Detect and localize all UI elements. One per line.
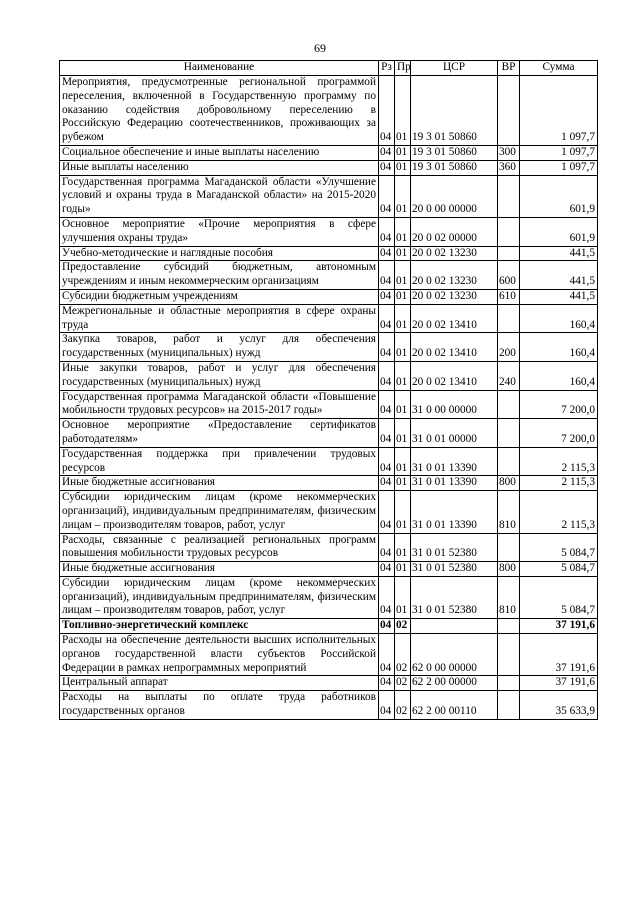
cell-csr: 20 0 02 13410 [411,304,498,333]
table-header-row [60,61,598,76]
cell-sum: 1 097,7 [520,145,598,160]
header-vr: ВР [498,61,520,76]
cell-name: Иные бюджетные ассигнования [60,562,379,577]
table-row [60,76,598,146]
cell-vr: 300 [498,145,520,160]
cell-rz: 04 [379,145,395,160]
table-row [60,419,598,448]
table-row [60,175,598,217]
cell-pr: 01 [395,562,411,577]
cell-pr: 01 [395,390,411,419]
cell-csr: 31 0 01 13390 [411,447,498,476]
cell-rz: 04 [379,691,395,720]
cell-rz: 04 [379,390,395,419]
cell-csr: 31 0 01 13390 [411,491,498,533]
cell-pr: 01 [395,261,411,290]
cell-name: Иные закупки товаров, работ и услуг для обеспечения государственных (муниципальных) нужд [60,361,379,390]
cell-vr [498,533,520,562]
cell-vr: 360 [498,160,520,175]
cell-pr: 01 [395,217,411,246]
cell-name: Иные выплаты населению [60,160,379,175]
cell-vr [498,246,520,261]
cell-name: Иные бюджетные ассигнования [60,476,379,491]
cell-csr: 20 0 02 13230 [411,261,498,290]
cell-vr: 240 [498,361,520,390]
cell-csr: 31 0 01 52380 [411,562,498,577]
cell-pr: 01 [395,145,411,160]
cell-sum: 160,4 [520,333,598,362]
cell-vr [498,175,520,217]
cell-sum: 37 191,6 [520,676,598,691]
table-body [60,76,598,720]
cell-csr: 19 3 01 50860 [411,76,498,146]
cell-vr: 610 [498,289,520,304]
cell-name: Государственная поддержка при привлечении трудовых ресурсов [60,447,379,476]
cell-name: Социальное обеспечение и иные выплаты населению [60,145,379,160]
cell-name: Государственная программа Магаданской области «Улучшение условий и охраны труда в Магаданской области» на 2015-2020 годы» [60,175,379,217]
cell-csr: 31 0 01 13390 [411,476,498,491]
cell-vr: 800 [498,476,520,491]
cell-csr: 20 0 02 13410 [411,361,498,390]
header-pr: Пр [395,61,411,76]
cell-name: Основное мероприятие «Предоставление сертификатов работодателям» [60,419,379,448]
cell-sum: 37 191,6 [520,619,598,634]
cell-vr [498,447,520,476]
cell-csr: 19 3 01 50860 [411,145,498,160]
cell-csr: 62 2 00 00110 [411,691,498,720]
cell-name: Мероприятия, предусмотренные региональной программой переселения, включенной в Государственную программу по оказанию содействия добровольному переселению в Российскую Федерацию соотечественников, проживающих за рубежом [60,76,379,146]
cell-rz: 04 [379,447,395,476]
cell-rz: 04 [379,419,395,448]
cell-pr: 01 [395,76,411,146]
table-row [60,676,598,691]
cell-rz: 04 [379,246,395,261]
cell-sum: 7 200,0 [520,419,598,448]
table-row [60,576,598,618]
table-row [60,562,598,577]
cell-pr: 02 [395,619,411,634]
cell-vr: 800 [498,562,520,577]
cell-rz: 04 [379,634,395,676]
cell-csr: 20 0 02 13230 [411,289,498,304]
cell-pr: 01 [395,491,411,533]
cell-pr: 01 [395,333,411,362]
cell-vr: 200 [498,333,520,362]
cell-pr: 01 [395,304,411,333]
cell-vr [498,691,520,720]
cell-rz: 04 [379,217,395,246]
cell-sum: 2 115,3 [520,447,598,476]
cell-vr [498,619,520,634]
cell-pr: 01 [395,576,411,618]
cell-sum: 601,9 [520,217,598,246]
cell-sum: 601,9 [520,175,598,217]
cell-sum: 5 084,7 [520,562,598,577]
cell-sum: 441,5 [520,261,598,290]
table-row [60,634,598,676]
cell-vr [498,390,520,419]
cell-rz: 04 [379,160,395,175]
cell-name: Расходы на выплаты по оплате труда работников государственных органов [60,691,379,720]
table-row [60,145,598,160]
cell-pr: 02 [395,634,411,676]
cell-pr: 01 [395,533,411,562]
header-rz: Рз [379,61,395,76]
cell-csr: 20 0 00 00000 [411,175,498,217]
table-row [60,261,598,290]
cell-pr: 02 [395,676,411,691]
cell-rz: 04 [379,76,395,146]
cell-sum: 441,5 [520,246,598,261]
table-row [60,217,598,246]
cell-rz: 04 [379,476,395,491]
cell-vr: 810 [498,576,520,618]
cell-rz: 04 [379,576,395,618]
budget-table [59,60,598,720]
table-row [60,361,598,390]
cell-rz: 04 [379,533,395,562]
cell-sum: 1 097,7 [520,160,598,175]
cell-name: Предоставление субсидий бюджетным, автономным учреждениям и иным некоммерческим организациям [60,261,379,290]
cell-rz: 04 [379,289,395,304]
table-row [60,289,598,304]
cell-csr: 31 0 01 52380 [411,533,498,562]
cell-csr: 19 3 01 50860 [411,160,498,175]
cell-rz: 04 [379,562,395,577]
cell-sum: 35 633,9 [520,691,598,720]
table-row [60,491,598,533]
cell-name: Субсидии юридическим лицам (кроме некоммерческих организаций), индивидуальным предпринимателям, физическим лицам – производителям товаров, работ, услуг [60,576,379,618]
table-row [60,304,598,333]
cell-name: Расходы, связанные с реализацией региональных программ повышения мобильности трудовых ресурсов [60,533,379,562]
cell-rz: 04 [379,261,395,290]
cell-pr: 01 [395,419,411,448]
cell-pr: 01 [395,160,411,175]
table-row [60,533,598,562]
cell-name: Субсидии бюджетным учреждениям [60,289,379,304]
cell-name: Основное мероприятие «Прочие мероприятия в сфере улучшения охраны труда» [60,217,379,246]
cell-vr [498,217,520,246]
cell-sum: 160,4 [520,361,598,390]
cell-csr: 62 0 00 00000 [411,634,498,676]
cell-csr: 20 0 02 13410 [411,333,498,362]
cell-name: Государственная программа Магаданской области «Повышение мобильности трудовых ресурсов» на 2015-2017 годы» [60,390,379,419]
cell-sum: 160,4 [520,304,598,333]
cell-sum: 5 084,7 [520,533,598,562]
cell-vr: 600 [498,261,520,290]
cell-sum: 441,5 [520,289,598,304]
table-row [60,476,598,491]
header-sum: Сумма [520,61,598,76]
cell-rz: 04 [379,619,395,634]
cell-pr: 02 [395,691,411,720]
header-name: Наименование [60,61,379,76]
table-row [60,333,598,362]
cell-name: Межрегиональные и областные мероприятия в сфере охраны труда [60,304,379,333]
cell-csr: 20 0 02 13230 [411,246,498,261]
cell-pr: 01 [395,447,411,476]
cell-sum: 1 097,7 [520,76,598,146]
cell-rz: 04 [379,676,395,691]
header-csr: ЦСР [411,61,498,76]
cell-csr: 31 0 01 52380 [411,576,498,618]
cell-sum: 7 200,0 [520,390,598,419]
cell-vr [498,419,520,448]
cell-name: Субсидии юридическим лицам (кроме некоммерческих организаций), индивидуальным предпринимателям, физическим лицам – производителям товаров, работ, услуг [60,491,379,533]
table-row [60,691,598,720]
cell-csr: 31 0 01 00000 [411,419,498,448]
cell-csr: 62 2 00 00000 [411,676,498,691]
cell-sum: 5 084,7 [520,576,598,618]
page-number: 69 [314,41,326,55]
cell-vr [498,304,520,333]
cell-csr: 20 0 02 00000 [411,217,498,246]
cell-rz: 04 [379,361,395,390]
cell-rz: 04 [379,333,395,362]
cell-rz: 04 [379,491,395,533]
cell-vr [498,76,520,146]
cell-sum: 2 115,3 [520,491,598,533]
cell-sum: 2 115,3 [520,476,598,491]
cell-pr: 01 [395,175,411,217]
cell-vr [498,676,520,691]
cell-name: Расходы на обеспечение деятельности высших исполнительных органов государственной власти субъектов Российской Федерации в рамках непрограммных мероприятий [60,634,379,676]
cell-pr: 01 [395,289,411,304]
cell-vr: 810 [498,491,520,533]
cell-vr [498,634,520,676]
cell-name: Закупка товаров, работ и услуг для обеспечения государственных (муниципальных) нужд [60,333,379,362]
table-row [60,619,598,634]
cell-csr: 31 0 00 00000 [411,390,498,419]
cell-name: Топливно-энергетический комплекс [60,619,379,634]
table-row [60,447,598,476]
cell-rz: 04 [379,175,395,217]
table-row [60,390,598,419]
cell-rz: 04 [379,304,395,333]
cell-name: Учебно-методические и наглядные пособия [60,246,379,261]
cell-csr [411,619,498,634]
table-row [60,160,598,175]
cell-pr: 01 [395,476,411,491]
cell-pr: 01 [395,361,411,390]
table-row [60,246,598,261]
cell-name: Центральный аппарат [60,676,379,691]
cell-pr: 01 [395,246,411,261]
cell-sum: 37 191,6 [520,634,598,676]
